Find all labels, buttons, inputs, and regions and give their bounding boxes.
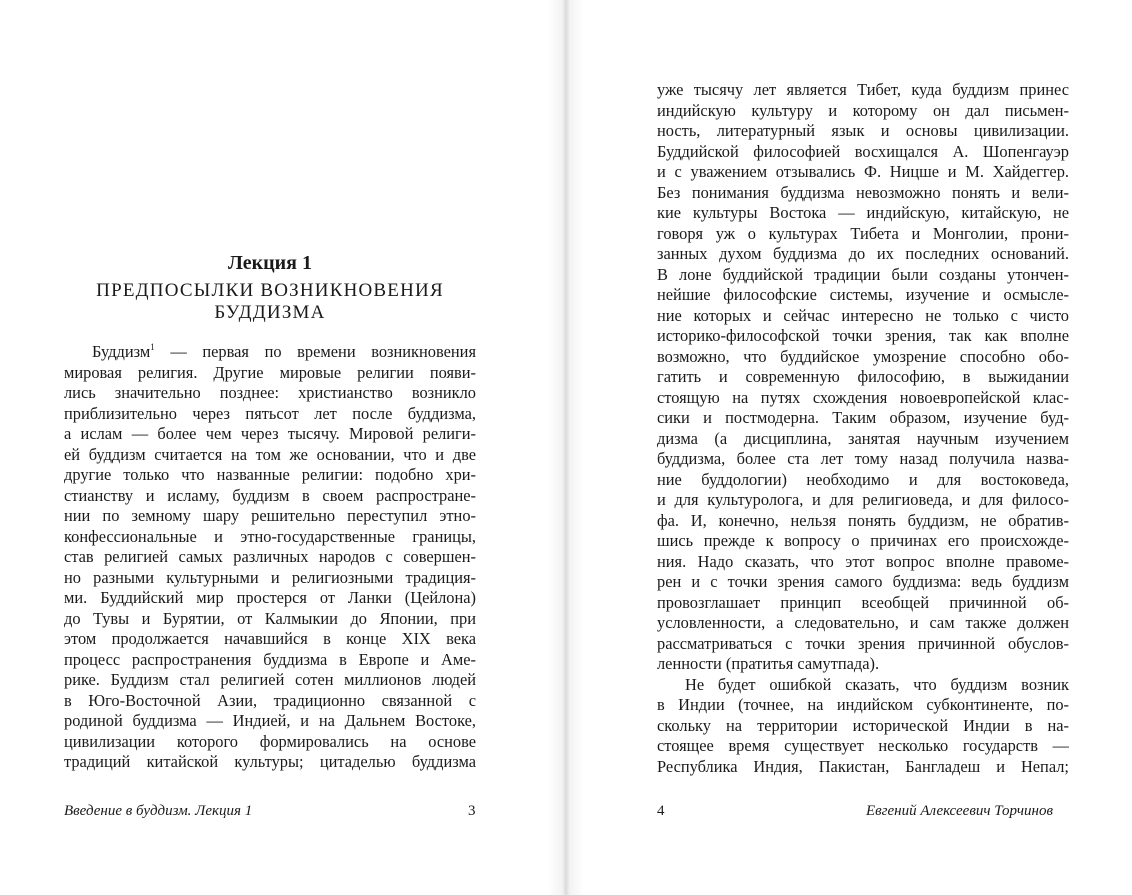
- text-line: в Юго-Восточной Азии, традиционно связанной с: [64, 690, 476, 710]
- left-body-text: [64, 342, 476, 773]
- text-line: став религией самых различных народов с совершен-: [64, 547, 476, 566]
- text-line: возможно, что буддийское умозрение способно обо-: [657, 346, 1069, 366]
- text-line: ность, литературный язык и основы цивилизации.: [657, 121, 1069, 140]
- text-line: Республика Индия, Пакистан, Бангладеш и Непал;: [657, 756, 1069, 776]
- text-line: Без понимания буддизма невозможно понять и вели-: [657, 182, 1069, 202]
- text-line: дизма (а дисциплина, занятая научным изучением: [657, 428, 1069, 448]
- text-line: рен и с точки зрения самого буддизма: ведь буддизм: [657, 572, 1069, 591]
- text-line: нии по земному шару решительно переступил этно-: [64, 506, 476, 525]
- text-line: рассматриваться с точки зрения причинной обуслов-: [657, 633, 1069, 653]
- text-line: и с уважением отзывались Ф. Ницше и М. Хайдеггер.: [657, 162, 1069, 181]
- text-line: но разными культурными и религиозными традиция-: [64, 567, 476, 587]
- running-footer-author: Евгений Алексеевич Торчинов: [866, 803, 1053, 819]
- text-line: стоящее время существует несколько государств —: [657, 736, 1069, 755]
- text-line: нейшие философские системы, изучение и осмысле-: [657, 285, 1069, 304]
- text-line: стоящую на путях схождения новоевропейской клас-: [657, 387, 1069, 407]
- text-line: шись прежде к вопросу о причинах его происхожде-: [657, 531, 1069, 550]
- text-line: Не будет ошибкой сказать, что буддизм возник: [685, 674, 1069, 694]
- text-line: провозглашает принцип всеобщей причинной об-: [657, 592, 1069, 612]
- text-line: буддизма, более ста лет тому назад получила назва-: [657, 449, 1069, 468]
- right-body-text: [657, 80, 1069, 777]
- text-line: В лоне буддийской традиции были созданы утончен-: [657, 264, 1069, 284]
- lecture-title-line: ПРЕДПОСЫЛКИ ВОЗНИКНОВЕНИЯ: [96, 280, 444, 301]
- text-line: цивилизации которого формировались на основе: [64, 731, 476, 751]
- text-line: приблизительно через пятьсот лет после буддизма,: [64, 403, 476, 423]
- text-line: ние буддологии) необходимо и для востоковеда,: [657, 469, 1069, 489]
- text-line: и для культуролога, и для религиоведа, и для филосо-: [657, 490, 1069, 509]
- text-line: конфессиональные и этно-государственные границы,: [64, 526, 476, 546]
- text-line: [64, 342, 476, 363]
- text-line: уже тысячу лет является Тибет, куда буддизм принес: [657, 80, 1069, 99]
- text-line: Буддийской философией восхищался А. Шопенгауэр: [657, 141, 1069, 161]
- text-line: до Тувы и Бурятии, от Калмыкии до Японии, при: [64, 608, 476, 628]
- text-line: гатить и современную философию, в выжидании: [657, 367, 1069, 386]
- text-line: в Индии (точнее, на индийском субконтиненте, по-: [657, 695, 1069, 714]
- text-line: скольку на территории исторической Индии в на-: [657, 715, 1069, 735]
- first-line-rest: — первая по времени возникновения: [154, 342, 476, 361]
- page-number: 4: [657, 803, 665, 819]
- text-line: кие культуры Востока — индийскую, китайскую, не: [657, 203, 1069, 222]
- text-line: сики и постмодерна. Таким образом, изучение буд-: [657, 408, 1069, 427]
- text-line: говоря уж о культурах Тибета и Монголии, прони-: [657, 223, 1069, 243]
- footnote-marker: 1: [150, 342, 155, 352]
- text-line: традиций китайской культуры; цитаделью буддизма: [64, 752, 476, 771]
- text-line: индийскую культуру и которому он дал письмен-: [657, 100, 1069, 120]
- text-line: мировая религия. Другие мировые религии появи-: [64, 362, 476, 382]
- first-word: Буддизм: [92, 342, 151, 361]
- page-number: 3: [468, 803, 476, 819]
- lecture-title: [64, 280, 476, 324]
- text-line: ленности (пратитья самутпада).: [657, 654, 880, 673]
- text-line: ей буддизм считается на том же основании, что и две: [64, 444, 476, 464]
- text-line: процесс распространения буддизма в Европе и Аме-: [64, 649, 476, 669]
- text-line: фа. И, конечно, нельзя понять буддизм, не обратив-: [657, 510, 1069, 530]
- text-line: лись значительно позднее: христианство возникло: [64, 383, 476, 402]
- lecture-label: Лекция 1: [227, 252, 313, 274]
- text-line: условленности, а следовательно, и сам также должен: [657, 613, 1069, 632]
- text-line: ния. Надо сказать, что этот вопрос вполне правоме-: [657, 551, 1069, 571]
- text-line: ми. Буддийский мир простерся от Ланки (Цейлона): [64, 588, 476, 607]
- running-footer-title: Введение в буддизм. Лекция 1: [64, 803, 253, 819]
- text-line: ние которых и сейчас интересно не только с чисто: [657, 305, 1069, 325]
- text-line: стианству и исламу, буддизм в своем распростране-: [64, 485, 476, 505]
- text-line: занных духом буддизма до их последних оснований.: [657, 244, 1069, 263]
- text-line: этом продолжается начавшийся в конце XIX века: [64, 629, 476, 648]
- text-line: рике. Буддизм стал религией сотен миллионов людей: [64, 670, 476, 689]
- text-line: историко-философской точки зрения, так как вполне: [657, 326, 1069, 345]
- text-line: другие только что названные религии: подобно хри-: [64, 465, 476, 484]
- text-line: родиной буддизма — Индией, и на Дальнем Востоке,: [64, 711, 476, 730]
- text-line: а ислам — более чем через тысячу. Мировой религи-: [64, 424, 476, 443]
- lecture-title-line: БУДДИЗМА: [214, 302, 326, 323]
